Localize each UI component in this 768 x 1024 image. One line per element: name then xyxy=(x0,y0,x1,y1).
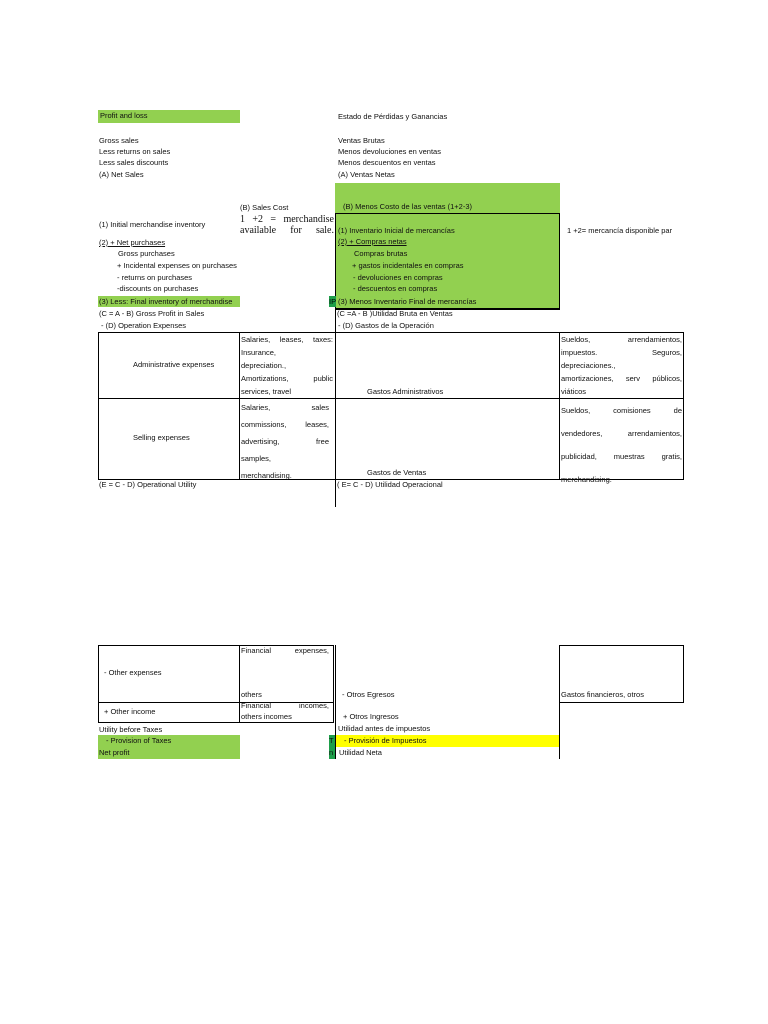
t-label: T xyxy=(329,736,334,745)
otros-ingresos: + Otros Ingresos xyxy=(343,712,399,721)
gross-profit: (C = A - B) Gross Profit in Sales xyxy=(99,309,205,318)
ventas-detalle-line: publicidad, muestras gratis, xyxy=(561,452,682,461)
col-divider-3 xyxy=(559,332,560,480)
menos-descuentos: Menos descuentos en ventas xyxy=(338,158,436,167)
otros-egresos: - Otros Egresos xyxy=(342,690,395,699)
utilidad-bruta: (C =A - B )Utilidad Bruta en Ventas xyxy=(337,309,453,318)
selling-detail-line: merchandising. xyxy=(241,471,292,480)
final-inventory: (3) Less: Final inventory of merchandise xyxy=(99,297,233,306)
other-expenses-label: - Other expenses xyxy=(104,668,162,677)
incidental-expenses: + Incidental expenses on purchases xyxy=(117,261,237,270)
selling-detail-line: samples, xyxy=(241,454,272,463)
less-returns: Less returns on sales xyxy=(99,147,171,156)
initial-inventory: (1) Initial merchandise inventory xyxy=(99,220,206,229)
ventas-detalle-line: merchandising. xyxy=(561,475,612,484)
selling-detail-line: Salaries, sales xyxy=(241,403,329,412)
lower-col-divider xyxy=(335,645,336,759)
gastos-operacion: - (D) Gastos de la Operación xyxy=(338,321,434,330)
selling-detail-line: advertising, free xyxy=(241,437,329,446)
ventas-detalle xyxy=(561,399,682,491)
admin-expenses-label: Administrative expenses xyxy=(133,360,215,369)
compras-brutas: Compras brutas xyxy=(354,249,408,258)
utilidad-antes-impuestos: Utilidad antes de impuestos xyxy=(338,724,431,733)
gastos-incidentales: + gastos incidentales en compras xyxy=(352,261,464,270)
admin-detalle-line: amortizaciones, serv públicos, xyxy=(561,374,682,383)
provision-taxes: - Provision of Taxes xyxy=(106,736,172,745)
net-profit: Net profit xyxy=(99,748,130,757)
operational-utility: (E = C - D) Operational Utility xyxy=(99,480,197,489)
admin-detalle-line: depreciaciones., xyxy=(561,361,616,370)
inventario-final: (3) Menos Inventario Final de mercancías xyxy=(338,297,477,306)
title-en: Profit and loss xyxy=(100,111,148,120)
other-income-detail: others incomes xyxy=(241,712,292,721)
col-divider-1 xyxy=(239,332,240,480)
ventas-netas: (A) Ventas Netas xyxy=(338,170,395,179)
gastos-ventas: Gastos de Ventas xyxy=(367,468,427,477)
admin-detail-line: services, travel xyxy=(241,387,292,396)
returns-purchases: - returns on purchases xyxy=(117,273,193,282)
inventario-inicial: (1) Inventario Inicial de mercancías xyxy=(338,226,455,235)
less-discounts: Less sales discounts xyxy=(99,158,169,167)
admin-detail xyxy=(241,333,333,398)
other-expenses-detail: others xyxy=(241,690,262,699)
operation-expenses: - (D) Operation Expenses xyxy=(101,321,187,330)
admin-detalle-line: impuestos. Seguros, xyxy=(561,348,682,357)
otros-egresos-detalle: Gastos financieros, otros xyxy=(561,690,644,699)
net-purchases: (2) + Net purchases xyxy=(99,238,166,247)
admin-detalle-line: Sueldos, arrendamientos, xyxy=(561,335,682,344)
gastos-administrativos: Gastos Administrativos xyxy=(367,387,444,396)
admin-detail-line: depreciation., xyxy=(241,361,287,370)
other-income-label: + Other income xyxy=(104,707,156,716)
other-expenses-detail: Financial expenses, xyxy=(241,646,329,655)
merch-available: 1 +2 = merchandise available for sale. xyxy=(240,214,334,236)
net-sales: (A) Net Sales xyxy=(99,170,144,179)
utilidad-operacional: ( E= C - D) Utilidad Operacional xyxy=(337,480,443,489)
title-es: Estado de Pérdidas y Ganancias xyxy=(338,112,448,121)
compras-netas: (2) + Compras netas xyxy=(338,237,407,246)
admin-detalle xyxy=(561,333,682,398)
devoluciones-compras: - devoluciones en compras xyxy=(353,273,443,282)
sales-cost: (B) Sales Cost xyxy=(240,203,289,212)
n-label: n xyxy=(329,748,334,757)
selling-expenses-label: Selling expenses xyxy=(133,433,190,442)
selling-detail-line: commissions, leases, xyxy=(241,420,329,429)
utilidad-neta: Utilidad Neta xyxy=(339,748,382,757)
gross-purchases: Gross purchases xyxy=(118,249,175,258)
gross-sales: Gross sales xyxy=(99,136,139,145)
other-income-detail: Financial incomes, xyxy=(241,701,329,710)
costo-ventas: (B) Menos Costo de las ventas (1+2-3) xyxy=(343,202,473,211)
ventas-brutas: Ventas Brutas xyxy=(338,136,385,145)
admin-detalle-line: viáticos xyxy=(561,387,587,396)
menos-devoluciones: Menos devoluciones en ventas xyxy=(338,147,441,156)
lower-right-divider xyxy=(559,703,560,759)
admin-detail-line: Insurance, xyxy=(241,348,277,357)
selling-detail xyxy=(241,399,329,484)
admin-detail-line: Salaries, leases, taxes: xyxy=(241,335,333,344)
admin-detail-line: Amortizations, public xyxy=(241,374,333,383)
mercancia-disponible: 1 +2= mercancía disponible par xyxy=(567,226,673,235)
ventas-detalle-line: Sueldos, comisiones de xyxy=(561,406,682,415)
ip-label: IP xyxy=(329,297,337,306)
col-divider-2 xyxy=(335,309,336,507)
descuentos-compras: - descuentos en compras xyxy=(353,284,438,293)
utility-before-taxes: Utility before Taxes xyxy=(99,725,163,734)
discounts-purchases: -discounts on purchases xyxy=(117,284,199,293)
ventas-detalle-line: vendedores, arrendamientos, xyxy=(561,429,682,438)
provision-impuestos: - Provisión de Impuestos xyxy=(344,736,427,745)
